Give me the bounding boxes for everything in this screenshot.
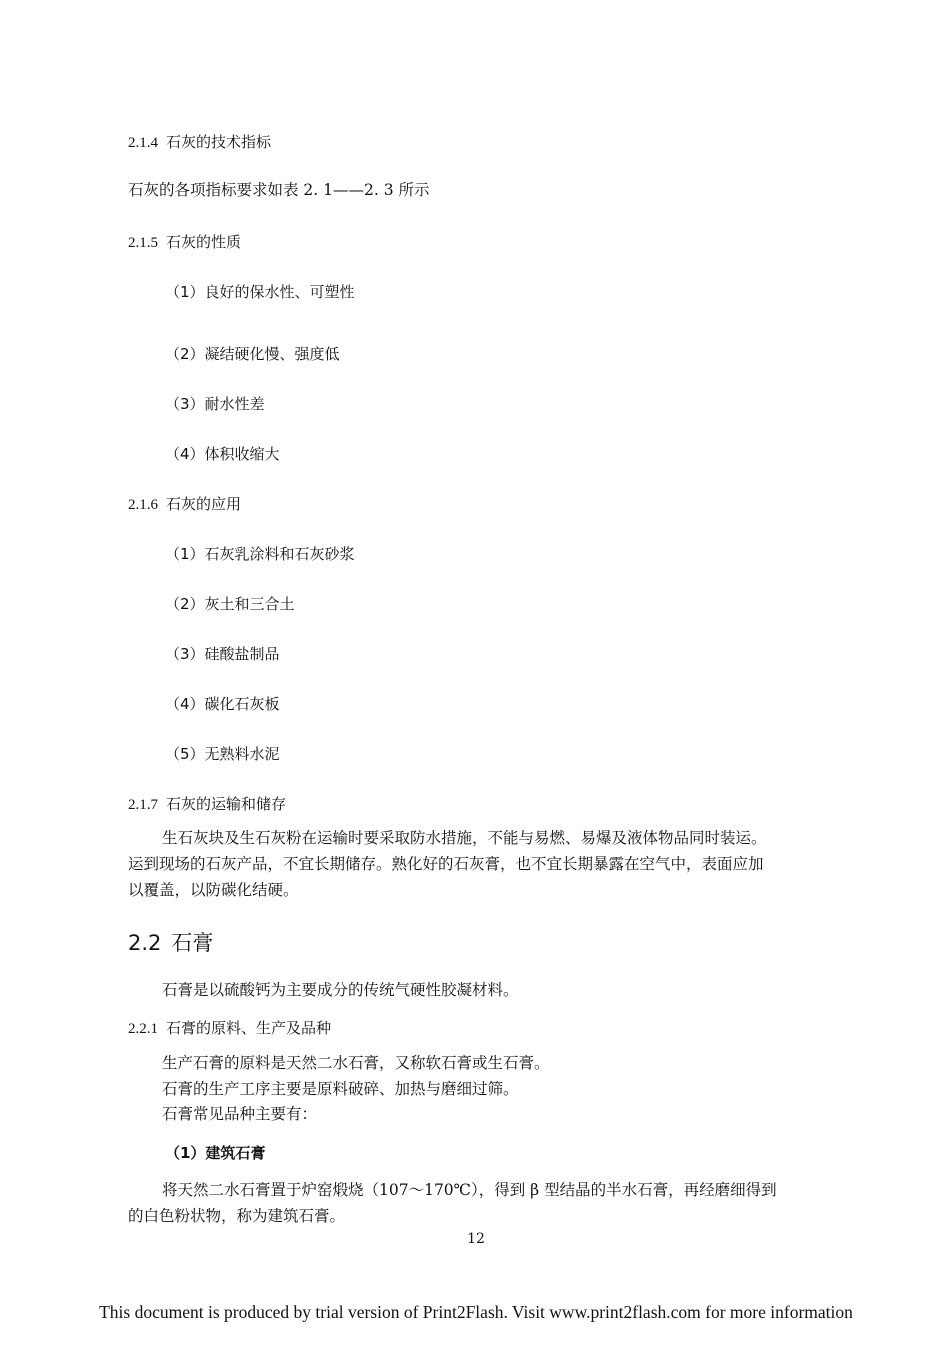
list-item: （3）硅酸盐制品 <box>165 645 280 663</box>
paragraph: 石灰的各项指标要求如表 2. 1——2. 3 所示 <box>128 181 430 199</box>
paragraph-line: 以覆盖，以防碳化结硬。 <box>128 881 299 899</box>
paragraph-line: 将天然二水石膏置于炉窑煅烧（107～170℃），得到 β 型结晶的半水石膏，再经磨细得到 <box>162 1181 777 1199</box>
section-heading-2-1-7: 2.1.7 石灰的运输和储存 <box>128 795 287 813</box>
paragraph-line: 运到现场的石灰产品，不宜长期储存。熟化好的石灰膏，也不宜长期暴露在空气中，表面应加 <box>128 855 764 873</box>
list-item: （4）碳化石灰板 <box>165 695 280 713</box>
paragraph-line: 石膏常见品种主要有： <box>162 1105 318 1123</box>
section-heading-2-2-1: 2.2.1 石膏的原料、生产及品种 <box>128 1019 332 1037</box>
paragraph-line: 生石灰块及生石灰粉在运输时要采取防水措施，不能与易燃、易爆及液体物品同时装运。 <box>162 829 767 847</box>
section-heading-2-2: 2.2 石膏 <box>128 931 214 955</box>
list-item: （3）耐水性差 <box>165 395 265 413</box>
list-item: （2）凝结硬化慢、强度低 <box>165 345 340 363</box>
paragraph-line: 石膏的生产工序主要是原料破碎、加热与磨细过筛。 <box>162 1080 519 1098</box>
section-heading-2-1-5: 2.1.5 石灰的性质 <box>128 233 242 251</box>
section-heading-2-1-4: 2.1.4 石灰的技术指标 <box>128 133 272 151</box>
paragraph-line: 生产石膏的原料是天然二水石膏，又称软石膏或生石膏。 <box>162 1054 550 1072</box>
paragraph: 石膏是以硫酸钙为主要成分的传统气硬性胶凝材料。 <box>162 981 519 999</box>
section-heading-2-1-6: 2.1.6 石灰的应用 <box>128 495 242 513</box>
list-item: （1）良好的保水性、可塑性 <box>165 283 355 301</box>
paragraph-line: 的白色粉状物，称为建筑石膏。 <box>128 1207 346 1225</box>
page-number: 12 <box>467 1231 485 1247</box>
list-item: （1）石灰乳涂料和石灰砂浆 <box>165 545 355 563</box>
trial-watermark-footer: This document is produced by trial version of Print2Flash. Visit www.print2flash.com for more information <box>99 1302 853 1322</box>
list-item: （1）建筑石膏 <box>165 1144 266 1162</box>
list-item: （2）灰土和三合土 <box>165 595 295 613</box>
list-item: （4）体积收缩大 <box>165 445 280 463</box>
list-item: （5）无熟料水泥 <box>165 745 280 763</box>
